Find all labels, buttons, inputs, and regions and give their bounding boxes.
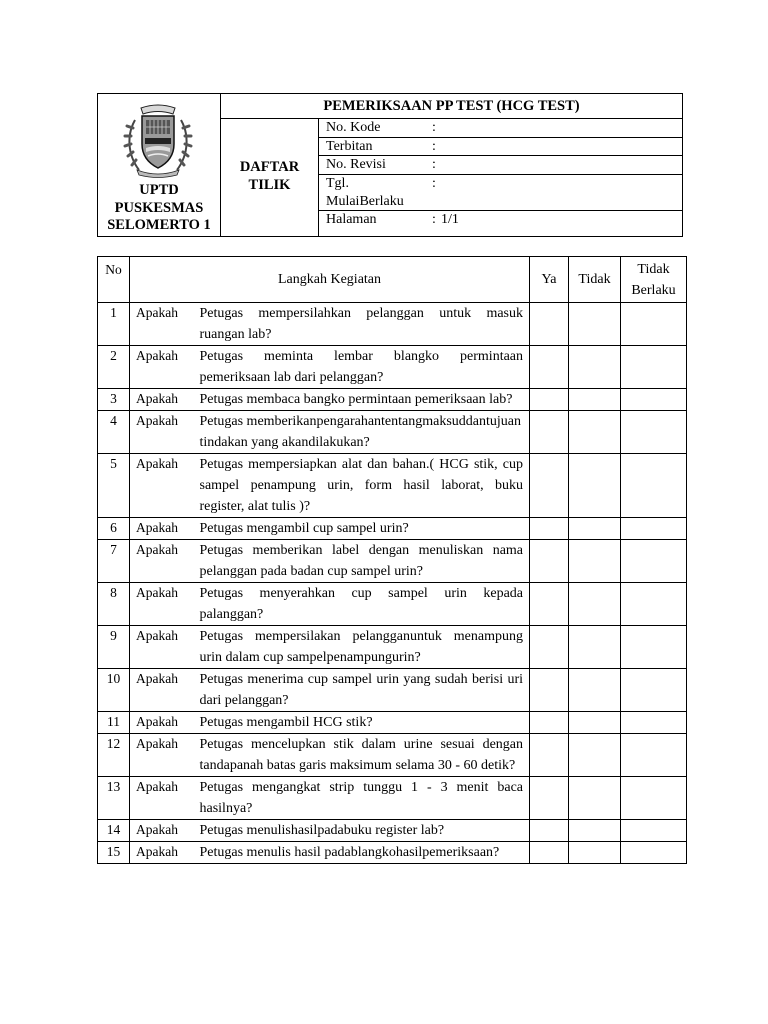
row-prefix: Apakah (130, 303, 196, 346)
col-header-line: Tidak (637, 261, 670, 277)
tidak-checkbox-cell[interactable] (569, 669, 621, 712)
tidak-checkbox-cell[interactable] (569, 777, 621, 820)
table-row (98, 346, 687, 389)
tidak-checkbox-cell[interactable] (569, 389, 621, 411)
tidak-berlaku-checkbox-cell[interactable] (621, 303, 687, 346)
ya-checkbox-cell[interactable] (530, 454, 569, 518)
row-description: Petugas mencelupkan stik dalam urine sesuai dengan tandapanah batas garis maksimum selama 30 - 60 detik? (196, 734, 530, 777)
tidak-berlaku-checkbox-cell[interactable] (621, 346, 687, 389)
tidak-checkbox-cell[interactable] (569, 583, 621, 626)
row-number: 6 (98, 518, 130, 540)
table-header-row (98, 257, 687, 303)
ya-checkbox-cell[interactable] (530, 820, 569, 842)
row-description: Petugas mengambil cup sampel urin? (196, 518, 530, 540)
row-prefix: Apakah (130, 518, 196, 540)
row-number: 3 (98, 389, 130, 411)
row-number: 1 (98, 303, 130, 346)
table-row (98, 540, 687, 583)
info-row-kode (319, 119, 682, 138)
info-value-text: 1/1 (441, 211, 459, 227)
col-header-ya: Ya (530, 257, 569, 303)
row-number: 8 (98, 583, 130, 626)
table-row (98, 777, 687, 820)
info-label: Terbitan (326, 138, 373, 154)
info-label: No. Revisi (326, 157, 386, 172)
ya-checkbox-cell[interactable] (530, 669, 569, 712)
row-prefix: Apakah (130, 777, 196, 820)
row-prefix: Apakah (130, 583, 196, 626)
row-description: Petugas menerima cup sampel urin yang sudah berisi uri dari pelanggan? (196, 669, 530, 712)
tidak-berlaku-checkbox-cell[interactable] (621, 820, 687, 842)
tidak-checkbox-cell[interactable] (569, 411, 621, 454)
row-description: Petugas mengangkat strip tunggu 1 - 3 menit baca hasilnya? (196, 777, 530, 820)
regency-emblem-icon (123, 100, 193, 180)
table-row (98, 303, 687, 346)
tidak-berlaku-checkbox-cell[interactable] (621, 712, 687, 734)
row-number: 10 (98, 669, 130, 712)
doc-type-line: DAFTAR (239, 159, 300, 175)
doc-type-line: TILIK (248, 177, 291, 193)
table-row (98, 712, 687, 734)
org-line: PUSKESMAS (114, 199, 204, 216)
document-title: PEMERIKSAAN PP TEST (HCG TEST) (221, 94, 682, 119)
row-prefix: Apakah (130, 712, 196, 734)
tidak-berlaku-checkbox-cell[interactable] (621, 518, 687, 540)
ya-checkbox-cell[interactable] (530, 411, 569, 454)
info-label-line: MulaiBerlaku (326, 193, 404, 209)
row-description: Petugas menulishasilpadabuku register lab? (196, 820, 530, 842)
tidak-checkbox-cell[interactable] (569, 626, 621, 669)
tidak-checkbox-cell[interactable] (569, 842, 621, 864)
table-row (98, 518, 687, 540)
tidak-checkbox-cell[interactable] (569, 540, 621, 583)
tidak-berlaku-checkbox-cell[interactable] (621, 540, 687, 583)
info-label-line: Tgl. (326, 175, 349, 191)
ya-checkbox-cell[interactable] (530, 583, 569, 626)
info-colon: : (432, 175, 436, 191)
table-row (98, 411, 687, 454)
ya-checkbox-cell[interactable] (530, 346, 569, 389)
table-row (98, 454, 687, 518)
tidak-checkbox-cell[interactable] (569, 303, 621, 346)
info-label: Halaman (326, 211, 377, 227)
table-row (98, 842, 687, 864)
row-description: Petugas memberikan label dengan menuliskan nama pelanggan pada badan cup sampel urin? (196, 540, 530, 583)
document-type (221, 119, 319, 236)
checklist-table (97, 256, 687, 864)
table-row (98, 626, 687, 669)
row-number: 2 (98, 346, 130, 389)
ya-checkbox-cell[interactable] (530, 712, 569, 734)
row-description: Petugas mempersiapkan alat dan bahan.( HCG stik, cup sampel penampung urin, form hasil laborat, buku register, alat tulis )? (196, 454, 530, 518)
col-header-langkah: Langkah Kegiatan (130, 257, 530, 303)
tidak-berlaku-checkbox-cell[interactable] (621, 454, 687, 518)
info-row-revisi (319, 156, 682, 175)
row-prefix: Apakah (130, 820, 196, 842)
table-row (98, 734, 687, 777)
tidak-checkbox-cell[interactable] (569, 346, 621, 389)
row-prefix: Apakah (130, 669, 196, 712)
logo-cell (98, 94, 221, 236)
tidak-checkbox-cell[interactable] (569, 734, 621, 777)
org-line: SELOMERTO 1 (107, 217, 211, 233)
info-colon: : (432, 138, 436, 154)
row-number: 13 (98, 777, 130, 820)
row-number: 5 (98, 454, 130, 518)
tidak-checkbox-cell[interactable] (569, 820, 621, 842)
tidak-berlaku-checkbox-cell[interactable] (621, 734, 687, 777)
tidak-berlaku-checkbox-cell[interactable] (621, 411, 687, 454)
row-description: Petugas menyerahkan cup sampel urin kepada palanggan? (196, 583, 530, 626)
info-row-tanggal (319, 175, 682, 211)
ya-checkbox-cell[interactable] (530, 303, 569, 346)
row-description: Petugas mengambil HCG stik? (196, 712, 530, 734)
col-header-line: Berlaku (631, 282, 676, 298)
row-prefix: Apakah (130, 540, 196, 583)
col-header-no: No (98, 257, 130, 303)
row-number: 11 (98, 712, 130, 734)
tidak-checkbox-cell[interactable] (569, 518, 621, 540)
document-header (97, 93, 683, 237)
info-colon: : (432, 211, 436, 227)
ya-checkbox-cell[interactable] (530, 626, 569, 669)
row-number: 4 (98, 411, 130, 454)
ya-checkbox-cell[interactable] (530, 842, 569, 864)
row-description: Petugas mempersilahkan pelanggan untuk masuk ruangan lab? (196, 303, 530, 346)
tidak-berlaku-checkbox-cell[interactable] (621, 389, 687, 411)
ya-checkbox-cell[interactable] (530, 518, 569, 540)
tidak-berlaku-checkbox-cell[interactable] (621, 583, 687, 626)
row-description: Petugas meminta lembar blangko permintaan pemeriksaan lab dari pelanggan? (196, 346, 530, 389)
table-row (98, 669, 687, 712)
ya-checkbox-cell[interactable] (530, 777, 569, 820)
info-value (441, 211, 459, 229)
col-header-tidak-berlaku (621, 257, 687, 303)
row-prefix: Apakah (130, 346, 196, 389)
info-row-halaman (319, 211, 682, 234)
row-prefix: Apakah (130, 734, 196, 777)
row-description: Petugas memberikanpengarahantentangmaksuddantujuantindakan yang akandilakukan? (196, 411, 530, 454)
table-row (98, 820, 687, 842)
tidak-berlaku-checkbox-cell[interactable] (621, 669, 687, 712)
row-prefix: Apakah (130, 626, 196, 669)
ya-checkbox-cell[interactable] (530, 389, 569, 411)
tidak-berlaku-checkbox-cell[interactable] (621, 842, 687, 864)
info-label (326, 175, 404, 211)
document-info (319, 119, 682, 234)
row-description: Petugas mempersilakan pelangganuntuk menampung urin dalam cup sampelpenampungurin? (196, 626, 530, 669)
tidak-checkbox-cell[interactable] (569, 712, 621, 734)
row-description: Petugas menulis hasil padablangkohasilpemeriksaan? (196, 842, 530, 864)
row-number: 12 (98, 734, 130, 777)
tidak-berlaku-checkbox-cell[interactable] (621, 777, 687, 820)
table-row (98, 583, 687, 626)
row-number: 7 (98, 540, 130, 583)
organization-name (98, 182, 220, 235)
row-prefix: Apakah (130, 454, 196, 518)
row-prefix: Apakah (130, 842, 196, 864)
row-prefix: Apakah (130, 389, 196, 411)
ya-checkbox-cell[interactable] (530, 540, 569, 583)
info-row-terbitan (319, 138, 682, 157)
tidak-berlaku-checkbox-cell[interactable] (621, 626, 687, 669)
row-prefix: Apakah (130, 411, 196, 454)
info-colon: : (432, 120, 436, 135)
col-header-tidak: Tidak (569, 257, 621, 303)
org-line: UPTD (139, 182, 179, 198)
row-number: 9 (98, 626, 130, 669)
info-label: No. Kode (326, 120, 381, 135)
tidak-checkbox-cell[interactable] (569, 454, 621, 518)
table-row (98, 389, 687, 411)
row-number: 15 (98, 842, 130, 864)
row-description: Petugas membaca bangko permintaan pemeriksaan lab? (196, 389, 530, 411)
info-colon: : (432, 157, 436, 172)
row-number: 14 (98, 820, 130, 842)
ya-checkbox-cell[interactable] (530, 734, 569, 777)
